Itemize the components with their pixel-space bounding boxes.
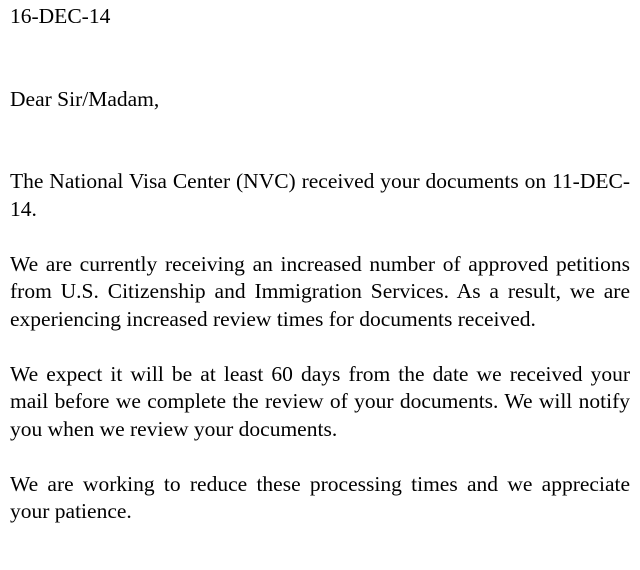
- salutation: Dear Sir/Madam,: [10, 86, 160, 111]
- paragraph-increased-volume: We are currently receiving an increased number of approved petitions from U.S. Citizenship and Immigration Services. As a result, we are experiencing increased review times for documents received.: [10, 251, 630, 331]
- paragraph-expected-timeline: We expect it will be at least 60 days from the date we received your mail before we complete the review of your documents. We will notify you when we review your documents.: [10, 361, 630, 441]
- letter-date: 16-DEC-14: [10, 4, 111, 28]
- paragraph-documents-received: The National Visa Center (NVC) received your documents on 11-DEC-14.: [10, 169, 630, 221]
- paragraph-closing: We are working to reduce these processing times and we appreciate your patience.: [10, 471, 630, 523]
- letter-body: [10, 0, 630, 526]
